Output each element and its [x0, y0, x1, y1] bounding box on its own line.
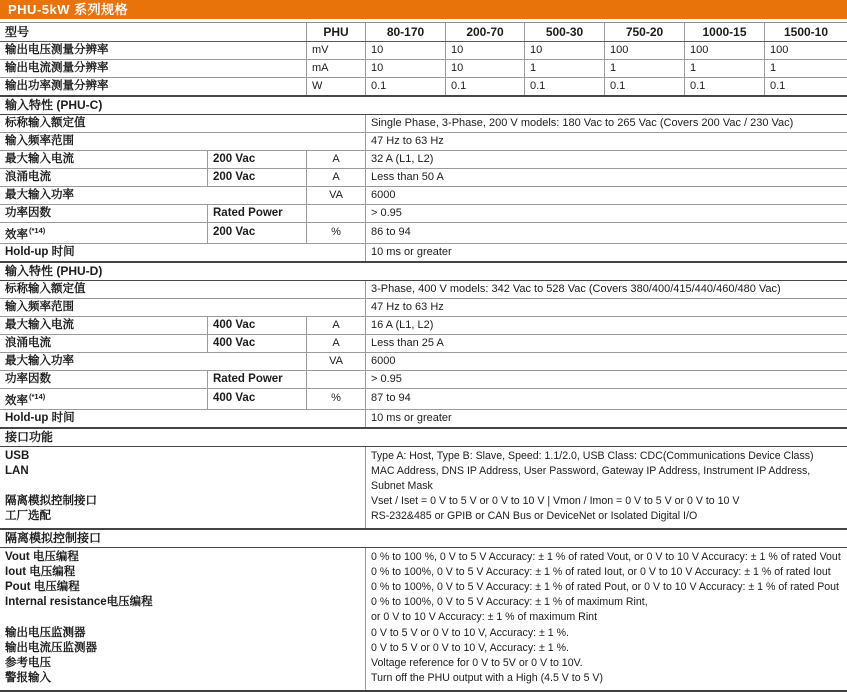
row-label: 标称输入额定值 [5, 117, 86, 129]
cell-value: 1 [684, 60, 764, 77]
interface-label-spacer [0, 479, 365, 494]
table-row-input-frequency-d [0, 299, 847, 317]
row-value: 16 A (L1, L2) [365, 317, 847, 334]
interface-label-lan: LAN [5, 464, 29, 477]
model-header-200-70: 200-70 [445, 23, 524, 41]
analog-block-row [0, 548, 847, 690]
section-heading-phu-d: 输入特性 (PHU-D) [0, 261, 847, 281]
section-heading-phu-c: 输入特性 (PHU-C) [0, 95, 847, 115]
row-unit: VA [306, 353, 365, 370]
cell-value: 10 [524, 42, 604, 59]
table-row-max-input-power-d [0, 353, 847, 371]
interface-label-analog: 隔离模拟控制接口 [5, 495, 97, 508]
row-label: 输入频率范围 [5, 300, 74, 313]
footnote-marker: (*14) [29, 391, 46, 401]
row-value: 10 ms or greater [365, 244, 847, 261]
analog-label-vref: 参考电压 [5, 657, 51, 670]
row-label: 最大输入功率 [5, 354, 74, 367]
row-condition: Rated Power [207, 371, 306, 388]
analog-value-line: 0 % to 100%, 0 V to 5 V Accuracy: ± 1 % of maximum Rint, [371, 596, 648, 609]
efficiency-label: 效率 [5, 228, 28, 241]
table-row-holdup-d [0, 410, 847, 428]
table-row-efficiency-d [0, 389, 847, 410]
row-unit: VA [306, 187, 365, 204]
model-header-1000-15: 1000-15 [684, 23, 764, 41]
row-unit: A [306, 317, 365, 334]
cell-value: 10 [445, 60, 524, 77]
row-condition: 200 Vac [207, 223, 306, 243]
row-value: 6000 [365, 187, 847, 204]
row-label: 标称输入额定值 [5, 282, 86, 295]
analog-label-iout: Iout 电压编程 [5, 565, 76, 578]
row-unit [306, 371, 365, 388]
section-heading-interface: 接口功能 [0, 427, 847, 447]
cell-value: 10 [365, 42, 445, 59]
row-unit: A [306, 169, 365, 186]
interface-labels [0, 447, 365, 528]
table-row-inrush-current-d [0, 335, 847, 353]
row-label: Hold-up 时间 [5, 245, 75, 258]
row-label: 功率因数 [5, 207, 51, 219]
table-row-holdup-c [0, 244, 847, 262]
analog-labels [0, 548, 365, 690]
cell-value: 1 [764, 60, 847, 77]
analog-label-vmonitor: 输出电压监测器 [5, 626, 86, 639]
interface-value-line: Type A: Host, Type B: Slave, Speed: 1.1/2.0, USB Class: CDC(Communications Device Class) [371, 449, 814, 462]
row-label: 输出电流测量分辨率 [5, 62, 109, 74]
row-unit: % [306, 223, 365, 243]
cell-value: 100 [764, 42, 847, 59]
row-label: 最大输入功率 [5, 189, 74, 201]
table-row-nominal-input-d [0, 281, 847, 299]
analog-value-line: 0 % to 100%, 0 V to 5 V Accuracy: ± 1 % of rated Iout, or 0 V to 10 V Accuracy: ± 1 % of rated Iout [371, 565, 831, 578]
row-condition: 400 Vac [207, 389, 306, 409]
spec-table [0, 22, 847, 692]
row-value: Single Phase, 3-Phase, 200 V models: 180 Vac to 265 Vac (Covers 200 Vac / 230 Vac) [365, 115, 847, 132]
table-row-max-input-current-c [0, 151, 847, 169]
table-row-nominal-input-c [0, 115, 847, 133]
row-value: 87 to 94 [365, 389, 847, 409]
row-unit [306, 205, 365, 222]
row-label: 最大输入电流 [5, 153, 74, 165]
row-value: 47 Hz to 63 Hz [365, 133, 847, 150]
row-label [0, 389, 207, 409]
row-value: > 0.95 [365, 205, 847, 222]
interface-value-line: MAC Address, DNS IP Address, User Password, Gateway IP Address, Instrument IP Address, [371, 464, 811, 477]
cell-value: 10 [365, 60, 445, 77]
interface-label-factory-option: 工厂选配 [5, 510, 51, 523]
analog-value-line: Voltage reference for 0 V to 5V or 0 V to 10V. [371, 657, 583, 670]
table-row-efficiency-c [0, 223, 847, 244]
interface-block-row [0, 447, 847, 529]
row-unit: % [306, 389, 365, 409]
analog-value-line: Turn off the PHU output with a High (4.5 V to 5 V) [371, 672, 604, 685]
table-row-power-factor-d [0, 371, 847, 389]
interface-value-line: RS-232&485 or GPIB or CAN Bus or DeviceNet or Isolated Digital I/O [371, 510, 698, 523]
analog-label-imonitor: 输出电流压监测器 [5, 641, 97, 654]
row-value: 6000 [365, 353, 847, 370]
row-value: 3-Phase, 400 V models: 342 Vac to 528 Vac (Covers 380/400/415/440/460/480 Vac) [365, 281, 847, 298]
row-value: 10 ms or greater [365, 410, 847, 427]
row-value: Less than 50 A [365, 169, 847, 186]
cell-value: 0.1 [684, 78, 764, 95]
row-label: 输出电压测量分辨率 [5, 44, 109, 56]
cell-value: 0.1 [764, 78, 847, 95]
cell-value: 1 [604, 60, 684, 77]
row-label: 功率因数 [5, 372, 51, 385]
analog-value-line: 0 % to 100%, 0 V to 5 V Accuracy: ± 1 % of rated Pout, or 0 V to 10 V Accuracy: ± 1 % of rated Pout [371, 581, 839, 594]
analog-values [365, 548, 847, 690]
efficiency-label: 效率 [5, 394, 28, 407]
analog-value-line: or 0 V to 10 V Accuracy: ± 1 % of maximum Rint [371, 611, 598, 624]
cell-value: 100 [604, 42, 684, 59]
row-condition: 200 Vac [207, 151, 306, 168]
row-label: 输出功率测量分辨率 [5, 80, 109, 92]
interface-values [365, 447, 847, 528]
analog-value-line: 0 V to 5 V or 0 V to 10 V, Accuracy: ± 1 %. [371, 641, 569, 654]
analog-label-vout: Vout 电压编程 [5, 550, 79, 563]
model-header-80-170: 80-170 [365, 23, 445, 41]
row-value: 32 A (L1, L2) [365, 151, 847, 168]
analog-value-line: 0 % to 100 %, 0 V to 5 V Accuracy: ± 1 % of rated Vout, or 0 V to 10 V Accuracy: ± 1 % of rated Vout [371, 550, 841, 563]
row-unit: mA [306, 60, 365, 77]
interface-value-line: Vset / Iset = 0 V to 5 V or 0 V to 10 V | Vmon / Imon = 0 V to 5 V or 0 V to 10 V [371, 495, 740, 508]
table-row-max-input-current-d [0, 317, 847, 335]
model-header-1500-10: 1500-10 [764, 23, 847, 41]
table-row-inrush-current-c [0, 169, 847, 187]
row-value: > 0.95 [365, 371, 847, 388]
model-column-label: 型号 [5, 24, 30, 39]
analog-label-rint: Internal resistance电压编程 [5, 596, 153, 609]
analog-label-alarm-input: 警报输入 [5, 672, 51, 685]
analog-label-spacer [0, 610, 365, 625]
cell-value: 1 [524, 60, 604, 77]
row-condition: 200 Vac [207, 169, 306, 186]
interface-value-line: Subnet Mask [371, 480, 433, 493]
row-unit: A [306, 335, 365, 352]
cell-value: 0.1 [604, 78, 684, 95]
table-row-power-resolution [0, 78, 847, 96]
row-condition: Rated Power [207, 205, 306, 222]
row-condition: 400 Vac [207, 335, 306, 352]
table-row-power-factor-c [0, 205, 847, 223]
table-row-voltage-resolution [0, 42, 847, 60]
row-label: 输入频率范围 [5, 135, 74, 147]
row-condition: 400 Vac [207, 317, 306, 334]
model-header-750-20: 750-20 [604, 23, 684, 41]
table-row-max-input-power-c [0, 187, 847, 205]
section-heading-analog: 隔离模拟控制接口 [0, 528, 847, 548]
table-row-input-frequency-c [0, 133, 847, 151]
row-value: 86 to 94 [365, 223, 847, 243]
row-value: 47 Hz to 63 Hz [365, 299, 847, 316]
row-value: Less than 25 A [365, 335, 847, 352]
cell-value: 0.1 [365, 78, 445, 95]
analog-label-pout: Pout 电压编程 [5, 581, 80, 594]
cell-value: 0.1 [524, 78, 604, 95]
row-unit: A [306, 151, 365, 168]
table-row-current-resolution [0, 60, 847, 78]
model-header-500-30: 500-30 [524, 23, 604, 41]
row-unit: W [306, 78, 365, 95]
interface-label-usb: USB [5, 449, 30, 462]
row-label: Hold-up 时间 [5, 411, 75, 424]
row-label: 浪涌电流 [5, 171, 51, 183]
analog-value-line: 0 V to 5 V or 0 V to 10 V, Accuracy: ± 1 %. [371, 626, 569, 639]
row-label: 浪涌电流 [5, 336, 51, 349]
row-unit: mV [306, 42, 365, 59]
model-header-row [0, 23, 847, 42]
phu-unit-column-header: PHU [306, 23, 365, 41]
cell-value: 10 [445, 42, 524, 59]
row-label [0, 223, 207, 243]
cell-value: 100 [684, 42, 764, 59]
row-label: 最大输入电流 [5, 318, 74, 331]
page-title: PHU-5kW 系列规格 [0, 0, 847, 19]
cell-value: 0.1 [445, 78, 524, 95]
footnote-marker: (*14) [29, 226, 46, 235]
